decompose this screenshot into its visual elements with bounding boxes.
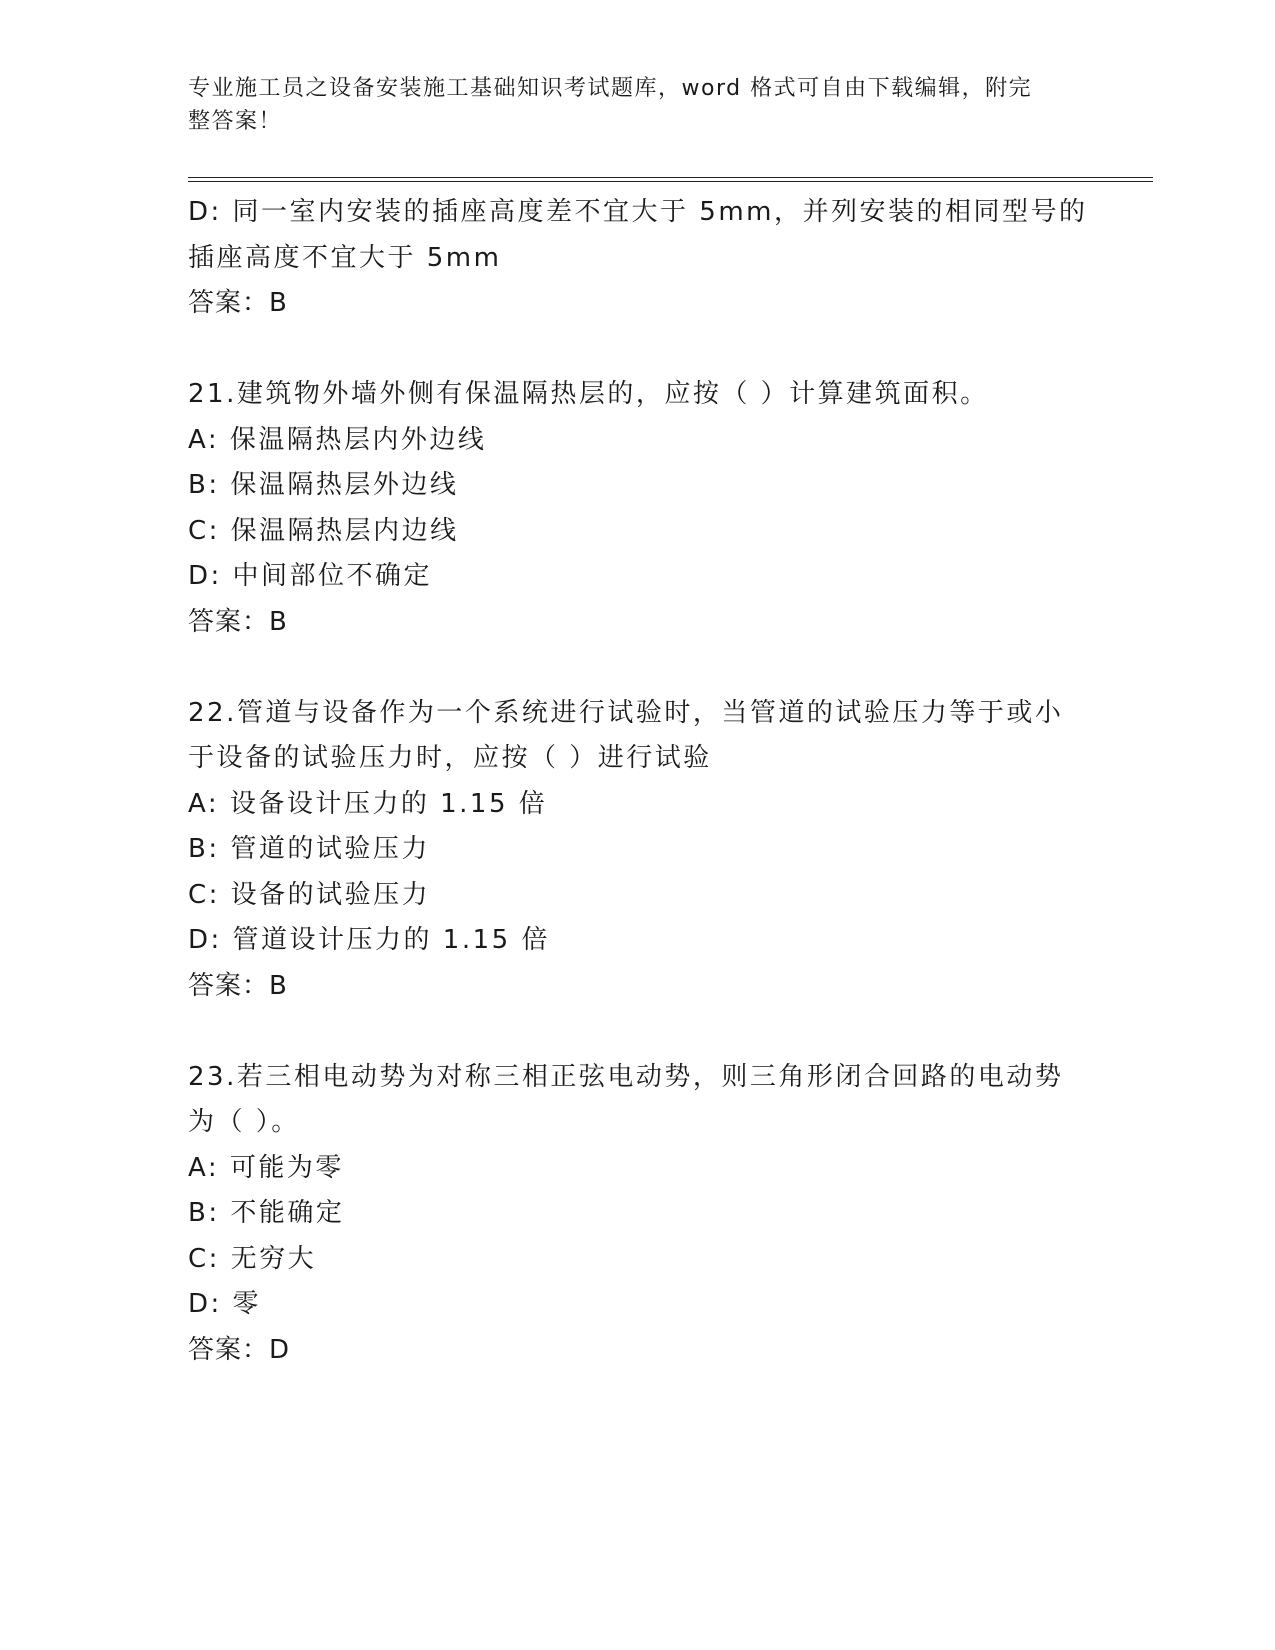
option-d-line-2: 插座高度不宜大于 5mm [188,242,502,273]
option-a: A: 保温隔热层内外边线 [188,424,487,455]
spacer [188,645,1088,691]
question-stem-line-2: 于设备的试验压力时，应按（ ）进行试验 [188,743,712,773]
header-divider-top [188,177,1153,178]
option-d: D: 管道设计压力的 1.15 倍 [188,925,550,955]
option-d: D: 零 [188,1289,262,1319]
header-divider-bottom [188,181,1153,182]
option-b: B: 管道的试验压力 [188,834,430,864]
question-22 [188,691,1088,1010]
spacer [188,1009,1088,1055]
header-line-2: 整答案！ [188,109,283,134]
answer-text: 答案：B [188,288,288,318]
question-21 [188,372,1088,645]
answer-text: 答案：B [188,970,288,1001]
spacer [188,327,1088,373]
question-stem-line-2: 为（ ）。 [188,1107,300,1137]
option-c: C: 设备的试验压力 [188,879,431,910]
option-a: A: 设备设计压力的 1.15 倍 [188,788,548,819]
question-stem-line-1: 23.若三相电动势为对称三相正弦电动势，则三角形闭合回路的电动势 [188,1061,1064,1092]
option-d: D: 中间部位不确定 [188,561,433,591]
header-line-1: 专业施工员之设备安装施工基础知识考试题库，word 格式可自由下载编辑，附完 [188,76,1033,101]
option-b: B: 不能确定 [188,1198,345,1228]
answer-text: 答案：D [188,1334,291,1365]
option-c: C: 无穷大 [188,1243,317,1274]
answer-text: 答案：B [188,606,288,637]
option-c: C: 保温隔热层内边线 [188,515,459,546]
option-d-line-1: D: 同一室内安装的插座高度差不宜大于 5mm，并列安装的相同型号的 [188,197,1088,227]
question-stem: 21.建筑物外墙外侧有保温隔热层的，应按（ ）计算建筑面积。 [188,379,989,409]
question-20-tail [188,190,1088,327]
question-list [188,190,1088,1373]
document-header [188,72,1068,138]
option-a: A: 可能为零 [188,1152,344,1183]
question-stem-line-1: 22.管道与设备作为一个系统进行试验时，当管道的试验压力等于或小 [188,697,1064,728]
question-23 [188,1055,1088,1374]
option-b: B: 保温隔热层外边线 [188,470,459,500]
